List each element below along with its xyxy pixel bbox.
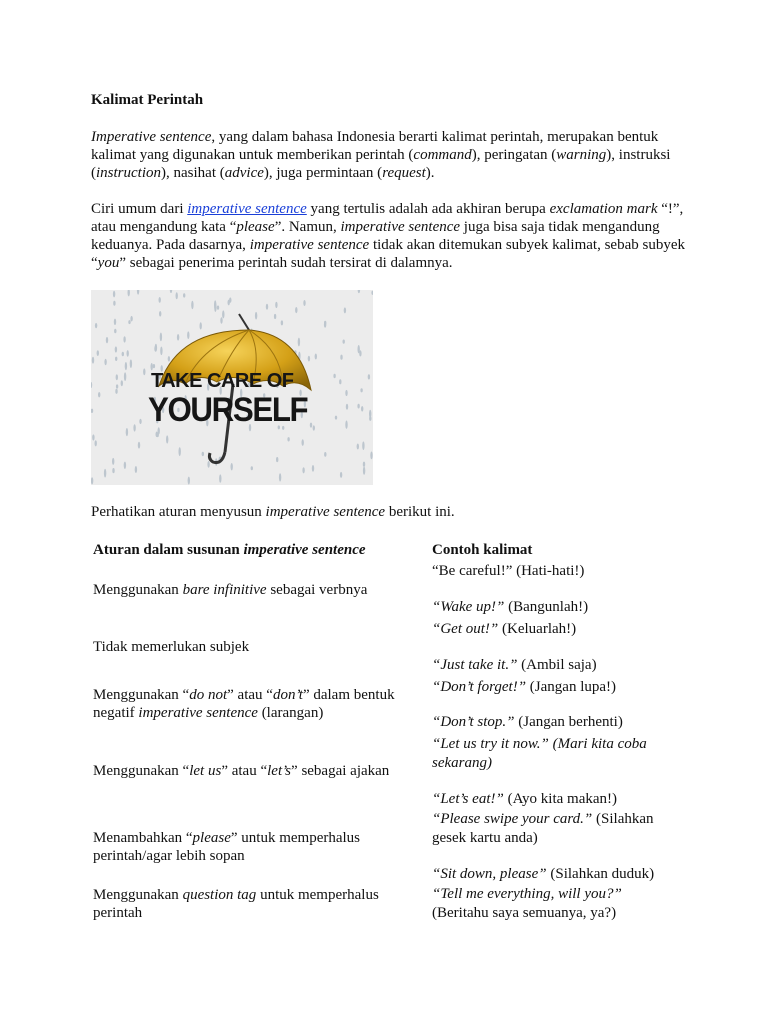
rules-column-header: Aturan dalam susunan imperative sentence xyxy=(93,542,366,558)
example-item: “Tell me everything, will you?” (Beritahu saya semuanya, ya?) xyxy=(432,886,622,921)
rule-item: Menggunakan bare infinitive sebagai verbnya xyxy=(93,582,368,598)
example-item: “Get out!” (Keluarlah!) xyxy=(432,621,577,637)
document-title: Kalimat Perintah xyxy=(91,92,204,108)
image-caption-line1: TAKE CARE OF xyxy=(151,370,294,392)
term: Imperative sentence xyxy=(91,129,212,145)
intro-paragraph: Imperative sentence, yang dalam bahasa Indonesia berarti kalimat perintah, merupakan bentuk kalimat yang digunakan untuk memberikan perintah (command), peringatan (warning), instruksi (instruction), nasihat (advice), juga permintaan (request). xyxy=(91,129,671,181)
example-item: “Wake up!” (Bangunlah!) xyxy=(432,599,589,615)
example-item: “Just take it.” (Ambil saja) xyxy=(432,657,597,673)
example-item: “Sit down, please” (Silahkan duduk) xyxy=(432,866,655,882)
example-item: “Don’t stop.” (Jangan berhenti) xyxy=(432,714,623,730)
rules-intro-paragraph: Perhatikan aturan menyusun imperative sentence berikut ini. xyxy=(91,504,455,520)
characteristics-paragraph: Ciri umum dari imperative sentence yang tertulis adalah ada akhiran berupa exclamation mark “!”, atau mengandung kata “please”. Namun, imperative sentence juga bisa saja tidak mengandung keduanya. Pada dasarnya, imperative sentence tidak akan ditemukan subyek kalimat, sebab subyek “you” sebagai penerima perintah sudah tersirat di dalamnya. xyxy=(91,201,685,271)
example-item: “Let’s eat!” (Ayo kita makan!) xyxy=(432,791,617,807)
rule-item: Menggunakan “let us” atau “let’s” sebagai ajakan xyxy=(93,763,390,779)
example-item: “Be careful!” (Hati-hati!) xyxy=(432,563,585,579)
example-item: “Don’t forget!” (Jangan lupa!) xyxy=(432,679,617,695)
imperative-sentence-link[interactable]: imperative sentence xyxy=(187,201,307,217)
examples-column-header: Contoh kalimat xyxy=(432,542,533,558)
example-item: “Let us try it now.” (Mari kita coba sekarang) xyxy=(432,736,647,771)
rule-item: Menggunakan “do not” atau “don’t” dalam bentuk negatif imperative sentence (larangan) xyxy=(93,687,395,721)
take-care-image xyxy=(91,290,373,485)
example-item: “Please swipe your card.” (Silahkan gesek kartu anda) xyxy=(432,811,654,846)
rule-item: Menggunakan question tag untuk memperhalus perintah xyxy=(93,887,379,921)
image-caption-line2: YOURSELF xyxy=(148,391,308,429)
rule-item: Menambahkan “please” untuk memperhalus perintah/agar lebih sopan xyxy=(93,830,361,864)
rule-item: Tidak memerlukan subjek xyxy=(93,639,250,655)
